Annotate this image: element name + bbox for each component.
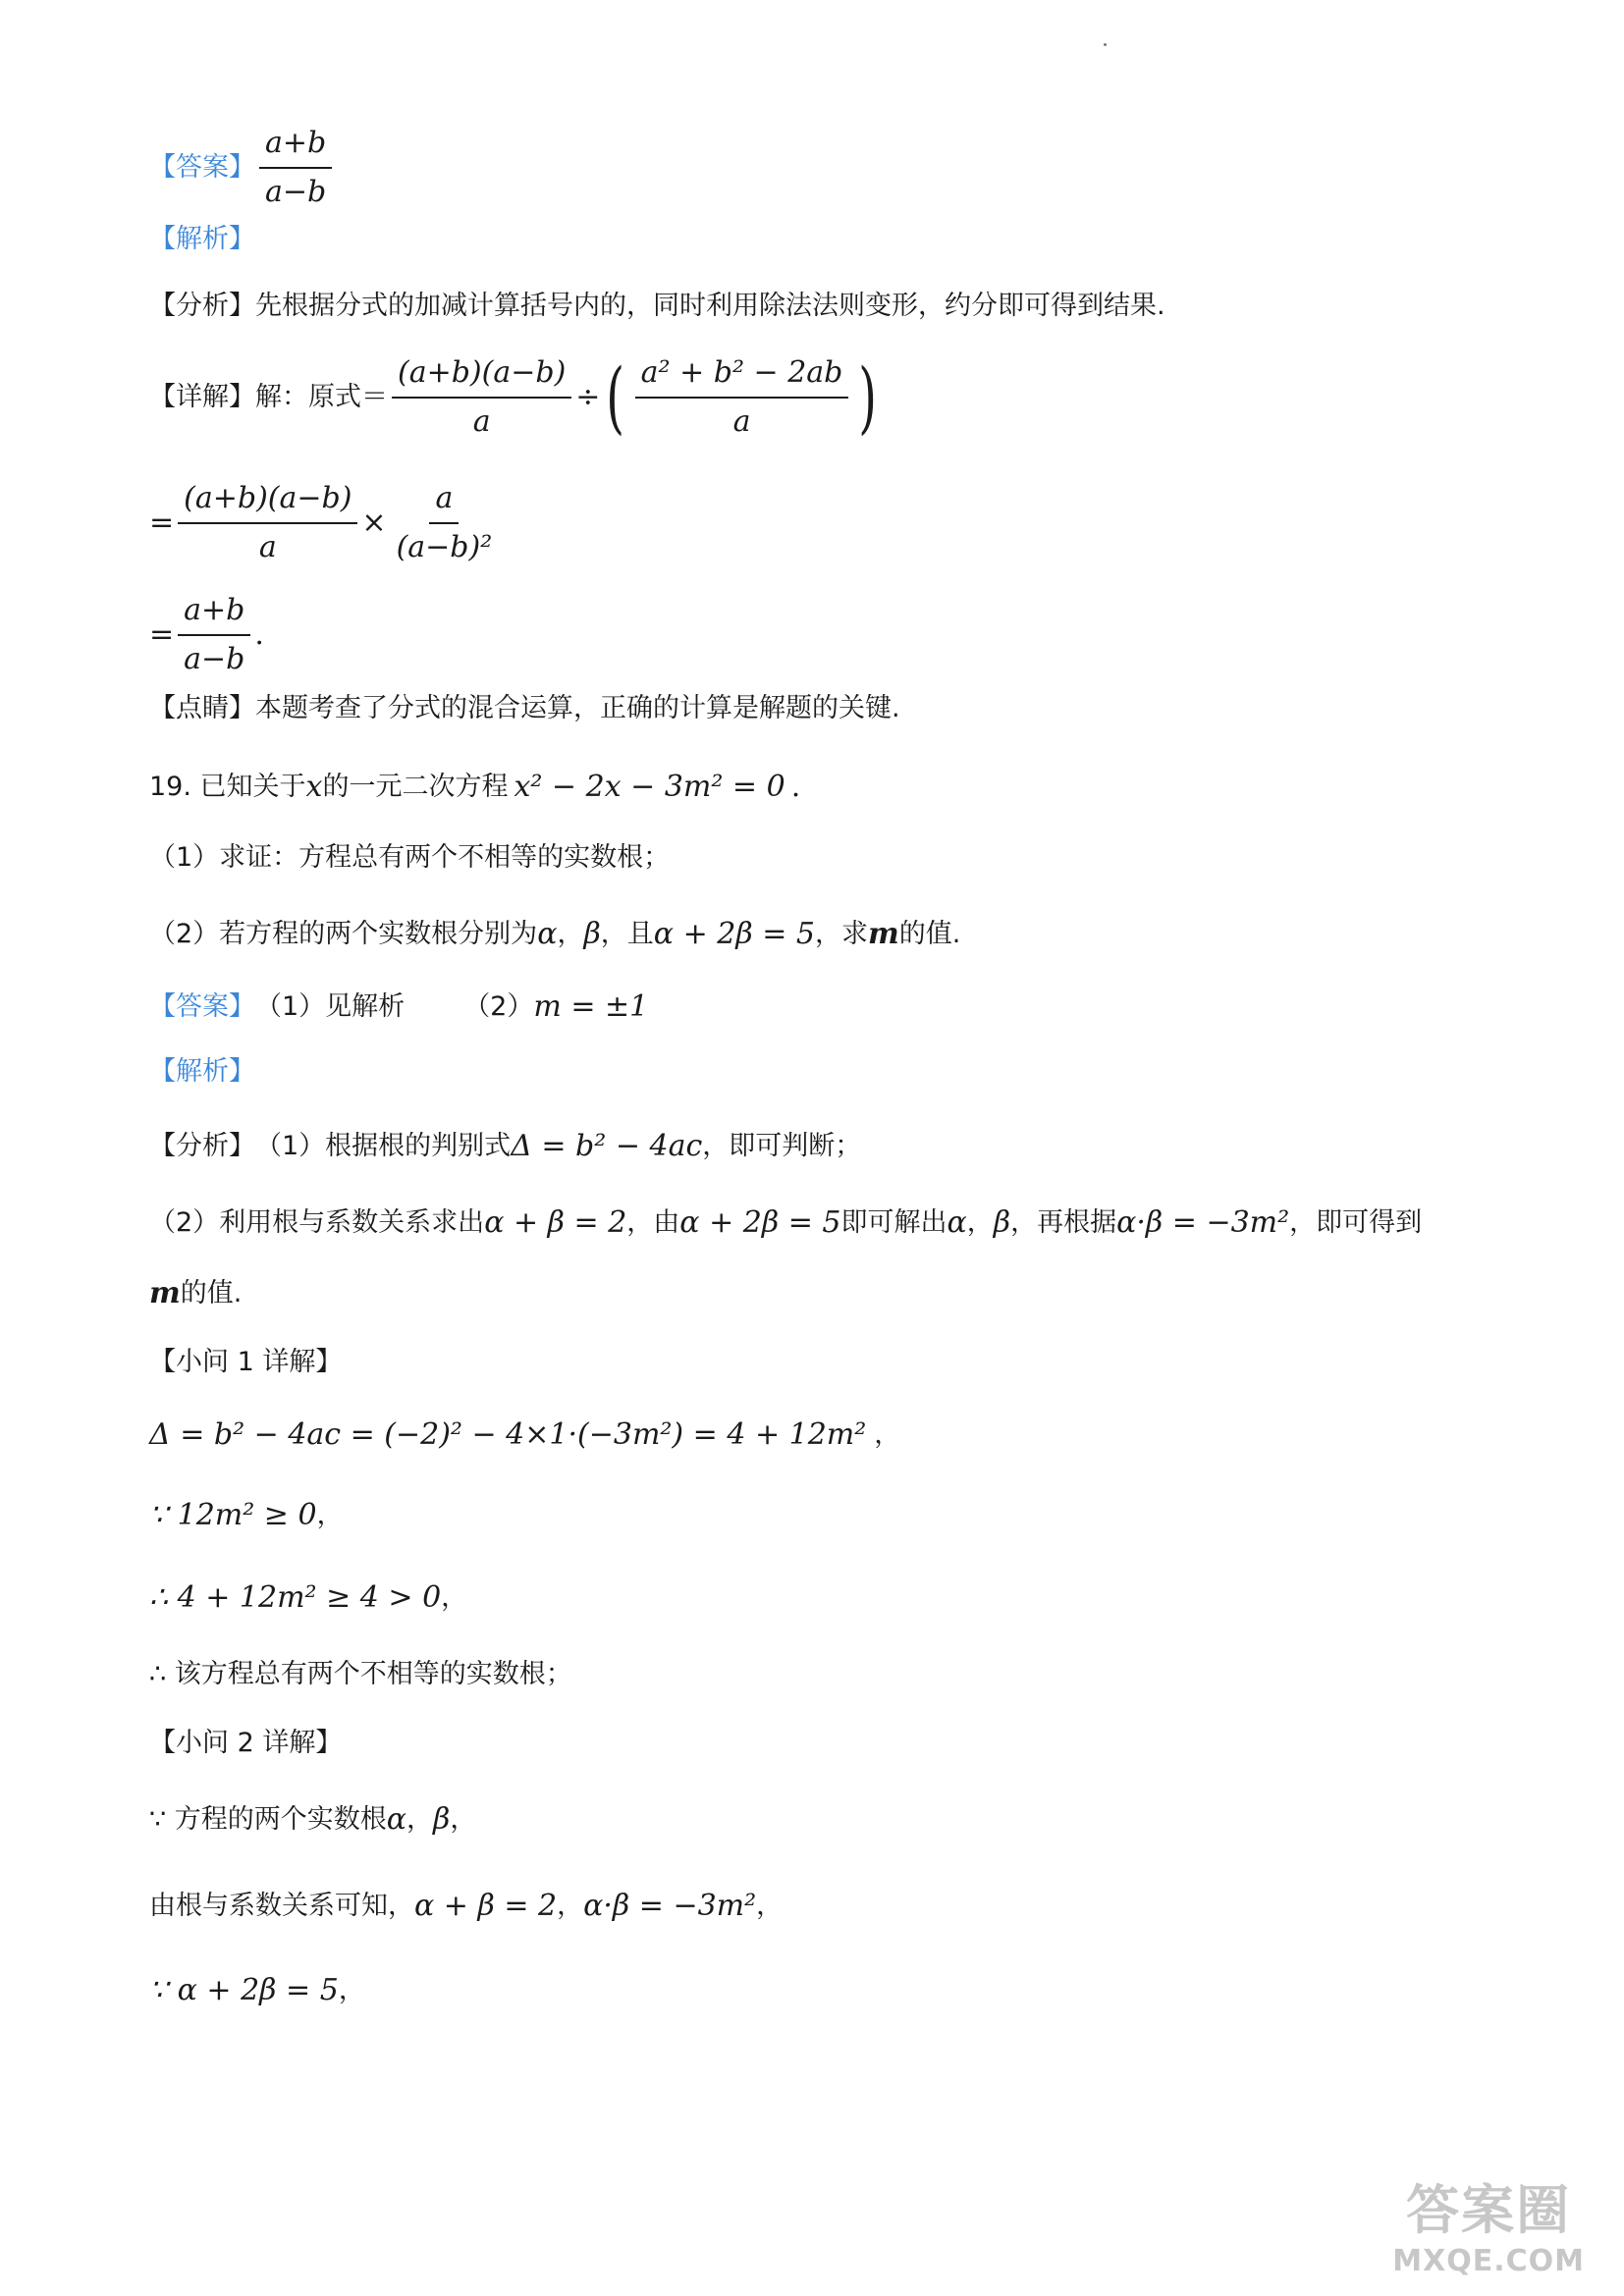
analysis-tag: 【解析】 [149, 224, 255, 254]
q19-fenxi-2 [149, 1205, 1422, 1241]
q19-stem [149, 770, 800, 805]
q19-part2-text: （2）若方程的两个实数根分别为 [149, 918, 538, 949]
answer-fraction [259, 126, 332, 210]
fraction-denominator: a [732, 404, 751, 439]
detail-tag: 【详解】 [149, 381, 255, 412]
answer-tag: 【答案】 [149, 151, 255, 183]
comma: ， [450, 1803, 477, 1835]
step-line-18b [149, 593, 264, 677]
dianjing-text: 本题考查了分式的混合运算，正确的计算是解题的关键. [255, 693, 900, 723]
sub2-eq3: ∵ α + 2β = 5 [149, 1973, 339, 2007]
sub1-eq3: ∴ 4 + 12m² ≥ 4 > 0 [149, 1580, 442, 1615]
q19-sub1-line1 [149, 1417, 900, 1453]
fenxi-2-text4: ，再根据 [1010, 1206, 1117, 1238]
comma: ， [874, 1418, 901, 1450]
q19-fenxi-3 [149, 1276, 242, 1311]
q19-stem-text2: 的一元二次方程 [322, 771, 509, 802]
fenxi-1-text2: ，即可判断； [702, 1130, 862, 1161]
q19-part2 [149, 917, 960, 952]
left-paren: ( [606, 351, 625, 443]
answer-2-label: （2） [463, 990, 534, 1022]
dianjing-line-18 [149, 693, 900, 724]
comma: ， [557, 1890, 584, 1921]
q19-sub1-line3 [149, 1580, 467, 1616]
fraction-4 [391, 481, 499, 565]
detail-line-18 [149, 351, 884, 443]
q19-fenxi-1 [149, 1129, 861, 1164]
watermark [1392, 2168, 1585, 2278]
answer-2-eq: m = ±1 [533, 989, 649, 1024]
fenxi-2-text2: ，由 [626, 1206, 680, 1238]
sub2-text1: ∵ 方程的两个实数根 [149, 1803, 387, 1835]
fraction-denominator: (a−b)² [396, 530, 493, 564]
var-alpha: α [537, 917, 558, 951]
sub1-eq2: ∵ 12m² ≥ 0 [149, 1498, 317, 1532]
q19-sub2-line3 [149, 1973, 365, 2008]
q19-sub1-line4 [149, 1659, 572, 1690]
comma: ， [338, 1974, 365, 2005]
q19-part1 [149, 842, 670, 874]
fraction-numerator: (a+b)(a−b) [178, 481, 357, 524]
q19-part2-eq: α + 2β = 5 [653, 917, 815, 951]
fenxi-text: 先根据分式的加减计算括号内的，同时利用除法法则变形，约分即可得到结果. [255, 291, 1165, 321]
q19-part2-text3: ，求 [815, 918, 868, 949]
var-beta: β [433, 1802, 451, 1837]
fenxi-line-18 [149, 291, 1165, 322]
q19-part2-text2: ，且 [600, 918, 654, 949]
comma: ， [756, 1890, 784, 1921]
fraction-1 [392, 355, 571, 440]
q19-part1-text: （1）求证：方程总有两个不相等的实数根； [149, 842, 671, 873]
analysis-tag: 【解析】 [149, 1056, 255, 1087]
right-paren: ) [858, 351, 878, 443]
fenxi-2-text5: ，即可得到 [1289, 1206, 1423, 1238]
scan-dot [1104, 43, 1107, 46]
var-x: x [305, 770, 323, 804]
sub1-eq1: Δ = b² − 4ac = (−2)² − 4×1·(−3m²) = 4 + 12m² [149, 1417, 867, 1452]
answer-tag: 【答案】 [149, 990, 255, 1022]
sub2-eq1: α + β = 2 [414, 1889, 558, 1923]
var-beta: β [993, 1205, 1011, 1240]
fraction-denominator: a−b [265, 175, 327, 209]
comma: ， [406, 1803, 434, 1835]
fraction-denominator: a−b [184, 642, 245, 676]
dianjing-tag: 【点睛】 [149, 693, 255, 723]
detail-intro: 解：原式＝ [255, 381, 388, 412]
fraction-numerator: a+b [259, 126, 332, 169]
fraction-3 [178, 481, 357, 565]
fenxi-tag: 【分析】 [149, 1130, 255, 1161]
q19-analysis-heading [149, 1056, 255, 1088]
fenxi-2-text3: 即可解出 [840, 1206, 947, 1238]
answer-1: （1）见解析 [255, 990, 406, 1022]
fenxi-2-eq2: α + 2β = 5 [679, 1205, 841, 1240]
fenxi-2-eq1: α + β = 2 [484, 1205, 627, 1240]
var-m: m [149, 1276, 181, 1310]
divide-sign: ÷ [575, 380, 601, 414]
fraction-denominator: a [472, 404, 491, 439]
fenxi-2-eq3: α·β = −3m² [1116, 1205, 1290, 1240]
comma: ， [441, 1581, 468, 1613]
comma: ， [966, 1206, 994, 1238]
watermark-logo: 答案圈 [1406, 2179, 1572, 2241]
sub1-conclusion: ∴ 该方程总有两个不相等的实数根； [149, 1659, 572, 1689]
equals-sign: = [149, 617, 175, 652]
analysis-heading-18 [149, 224, 255, 255]
comma: ， [557, 918, 584, 949]
q19-part2-text4: 的值. [898, 918, 961, 949]
step-line-18a [149, 481, 502, 565]
q19-sub2-heading [149, 1728, 342, 1759]
var-m: m [868, 917, 899, 951]
fraction-5 [178, 593, 250, 677]
sub1-tag: 【小问 1 详解】 [149, 1347, 343, 1377]
answer-line-18 [149, 126, 336, 210]
var-alpha: α [386, 1802, 407, 1837]
fraction-2 [635, 355, 849, 440]
q19-sub2-line2 [149, 1889, 783, 1924]
sub2-text2: 由根与系数关系可知， [149, 1890, 414, 1921]
sub2-eq2: α·β = −3m² [583, 1889, 757, 1923]
q19-stem-text: 19. 已知关于 [149, 771, 306, 802]
fenxi-1-text: （1）根据根的判别式 [255, 1130, 512, 1161]
q19-answer [149, 989, 648, 1025]
sub2-tag: 【小问 2 详解】 [149, 1728, 343, 1758]
equals-sign: = [149, 506, 175, 540]
fraction-numerator: (a+b)(a−b) [392, 355, 571, 399]
fenxi-tag: 【分析】 [149, 291, 255, 321]
q19-sub2-line1 [149, 1802, 476, 1838]
fraction-numerator: a+b [178, 593, 250, 636]
var-beta: β [583, 917, 601, 951]
q19-sub1-line2 [149, 1498, 344, 1533]
period: . [790, 770, 801, 804]
times-sign: × [361, 506, 387, 540]
period: . [254, 617, 264, 652]
comma: ， [316, 1499, 344, 1530]
fenxi-1-eq: Δ = b² − 4ac [511, 1129, 703, 1163]
fraction-numerator: a² + b² − 2ab [635, 355, 849, 399]
q19-equation: x² − 2x − 3m² = 0 [514, 770, 785, 804]
q19-sub1-heading [149, 1347, 342, 1378]
var-alpha: α [947, 1205, 967, 1240]
watermark-site: MXQE.COM [1392, 2244, 1585, 2278]
fenxi-3-text: 的值. [180, 1277, 243, 1308]
fraction-numerator: a [429, 481, 459, 524]
fraction-denominator: a [258, 530, 277, 564]
fenxi-2-text: （2）利用根与系数关系求出 [149, 1206, 485, 1238]
